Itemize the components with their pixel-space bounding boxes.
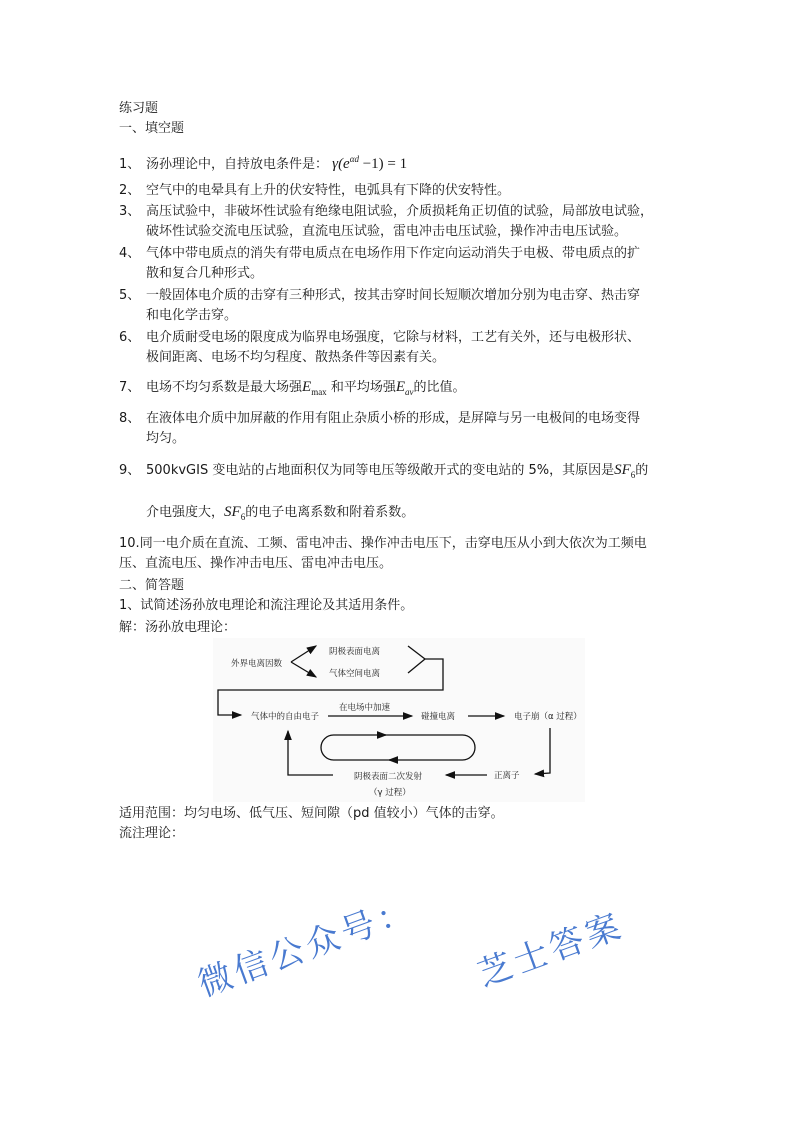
item-number: 7、 [119, 380, 141, 395]
sf6-symbol: $SF_6$ [224, 504, 246, 522]
e-av-symbol: $E_{av}$ [395, 379, 414, 397]
item-text: 电场不均匀系数是最大场强 [146, 380, 303, 395]
watermark-line1: 微信公众号： [192, 889, 421, 1006]
item-number: 2、 [119, 183, 141, 198]
self-sustain-formula: $\gamma(e^{\alpha d} -1) = 1$ [332, 154, 408, 172]
item-text: 500kvGIS 变电站的占地面积仅为同等电压等级敞开式的变电站的 5%，其原因是 [146, 463, 615, 478]
label-gamma-process: （γ 过程） [369, 788, 411, 798]
item-text: 空气中的电晕具有上升的伏安特性，电弧具有下降的伏安特性。 [146, 183, 511, 198]
label-accelerate: 在电场中加速 [339, 703, 391, 713]
item-number: 10. [119, 536, 140, 551]
item-6-cont: 极间距离、电场不均匀程度、散热条件等因素有关。 [146, 350, 446, 365]
item-text: 气体中带电质点的消失有带电质点在电场作用下作定向运动消失于电极、带电质点的扩 [146, 246, 641, 261]
item-text: 同一电介质在直流、工频、雷电冲击、操作冲击电压下，击穿电压从小到大依次为工频电 [139, 536, 647, 551]
label-external: 外界电离因数 [231, 659, 283, 669]
item-text: 的电子电离系数和附着系数。 [245, 505, 415, 520]
streamer-heading: 流注理论： [119, 826, 185, 841]
item-text: 的 [635, 463, 649, 478]
item-number: 1、 [119, 157, 141, 172]
question-1: 1、试简述汤孙放电理论和流注理论及其适用条件。 [119, 598, 414, 613]
item-8-cont: 均匀。 [146, 431, 186, 446]
doc-title: 练习题 [119, 101, 159, 116]
sf6-symbol: $SF_6$ [614, 462, 636, 480]
item-number: 6、 [119, 330, 141, 345]
item-number: 5、 [119, 288, 141, 303]
item-text: 一般固体电介质的击穿有三种形式，按其击穿时间长短顺次增加分别为电击穿、热击穿 [146, 288, 641, 303]
item-number: 3、 [119, 204, 141, 219]
item-number: 9、 [119, 463, 141, 478]
item-number: 4、 [119, 246, 141, 261]
item-4-cont: 散和复合几种形式。 [146, 266, 264, 281]
label-gas-ionization: 气体空间电离 [329, 669, 381, 679]
label-free-electron: 气体中的自由电子 [251, 712, 320, 722]
item-text: 电介质耐受电场的限度成为临界电场强度，它除与材料，工艺有关外，还与电极形状、 [146, 330, 641, 345]
item-text: 介电强度大， [146, 505, 225, 520]
label-avalanche: 电子崩（α 过程） [514, 712, 582, 722]
label-cathode-ionization: 阴极表面电离 [329, 647, 381, 657]
scope-text: 适用范围：均匀电场、低气压、短间隙（pd 值较小）气体的击穿。 [119, 806, 504, 821]
item-number: 8、 [119, 411, 141, 426]
label-collision: 碰撞电离 [421, 712, 456, 722]
item-text: 高压试验中，非破坏性试验有绝缘电阻试验，介质损耗角正切值的试验，局部放电试验， [146, 204, 654, 219]
item-3-cont: 破坏性试验交流电压试验，直流电压试验，雷电冲击电压试验，操作冲击电压试验。 [146, 224, 628, 239]
section-heading-short-answer: 二、简答题 [119, 578, 185, 593]
item-text: 汤孙理论中，自持放电条件是： [146, 157, 329, 172]
item-text: 的比值。 [413, 380, 466, 395]
section-heading-fill-blank: 一、填空题 [119, 121, 185, 136]
item-5-cont: 和电化学击穿。 [146, 308, 238, 323]
item-text: 在液体电介质中加屏蔽的作用有阻止杂质小桥的形成，是屏障与另一电极间的电场变得 [146, 411, 641, 426]
label-positive-ion: 正离子 [494, 771, 520, 781]
label-secondary-emission: 阴极表面二次发射 [354, 772, 423, 782]
answer-intro: 解：汤孙放电理论： [119, 620, 237, 635]
e-max-symbol: $E_{max}$ [302, 379, 327, 397]
item-text: 和平均场强 [330, 380, 396, 395]
item-10-cont: 压、直流电压、操作冲击电压、雷电冲击电压。 [119, 556, 393, 571]
watermark-line2: 芝士答案 [472, 905, 630, 996]
